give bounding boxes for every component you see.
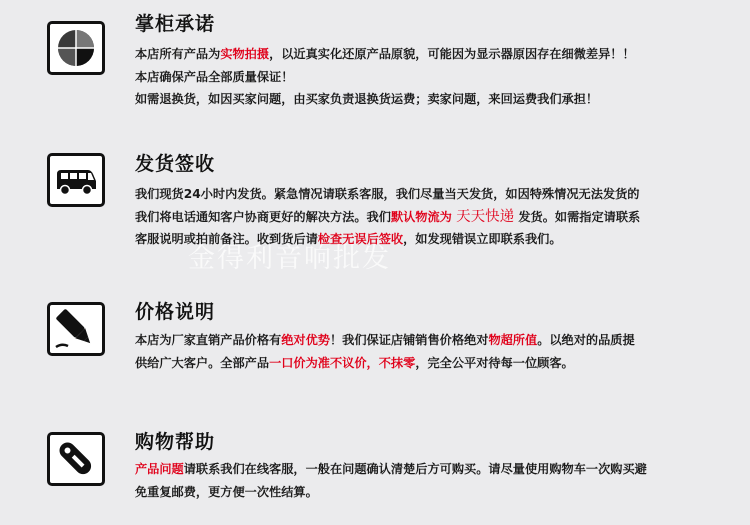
usb-stick-icon	[47, 432, 105, 486]
highlight-text: 物超所值	[488, 333, 538, 347]
section-title: 发货签收	[135, 153, 216, 175]
body-line	[135, 66, 725, 89]
body-text: 客服说明或拍前备注。收到货后请	[135, 232, 318, 246]
body-text: 本店所有产品为	[135, 47, 221, 61]
body-text: 免重复邮费，更方便一次性结算。	[135, 484, 318, 499]
body-line	[135, 352, 725, 375]
body-line	[135, 88, 725, 111]
pie-chart-icon	[47, 21, 105, 75]
body-line	[135, 43, 725, 66]
body-line	[135, 481, 725, 504]
section-body	[135, 458, 725, 503]
body-text: 。以绝对的品质提	[537, 333, 635, 347]
body-text: ，以近真实化还原产品原貌，可能因为显示器原因存在细微差异！！	[269, 47, 635, 61]
highlight-text: 一口价为准不议价，不抹零	[269, 355, 416, 370]
body-text: 如需退换货，如因买家问题，由买家负责退换货运费；卖家问题，来回运费我们承担！	[135, 92, 599, 106]
highlight-text: 默认物流为	[390, 209, 452, 224]
body-text: ！我们保证店铺销售价格绝对	[330, 333, 489, 347]
highlight-text: 实物拍摄	[220, 47, 270, 61]
body-text: 发货。如需指定请联系	[514, 209, 641, 224]
body-text: 请联系我们在线客服，一般在问题确认清楚后方可购买。请尽量使用购物车一次购买避	[183, 462, 647, 476]
body-text: ，完全公平对待每一位顾客。	[415, 355, 574, 370]
section-title: 掌柜承诺	[135, 13, 216, 35]
section-title: 价格说明	[135, 301, 216, 323]
body-text: ，如发现错误立即联系我们。	[403, 232, 562, 246]
body-text: 供给广大客户。全部产品	[135, 355, 270, 370]
body-text: 我们将电话通知客户协商更好的解决方法。我们	[135, 209, 391, 224]
highlight-text: 产品问题	[135, 462, 184, 476]
highlight-text: 检查无误后签收	[317, 232, 404, 246]
body-text: 本店确保产品全部质量保证！	[135, 69, 294, 84]
section-body	[135, 43, 725, 111]
body-line	[135, 206, 725, 229]
watermark: 金得利音响批发	[188, 243, 391, 274]
highlight-text: 绝对优势	[281, 333, 330, 347]
delivery-van-icon	[47, 153, 105, 207]
body-line	[135, 458, 725, 481]
section-title: 购物帮助	[135, 431, 216, 453]
marker-pen-icon	[47, 302, 105, 356]
body-line	[135, 183, 725, 206]
body-line	[135, 329, 725, 352]
section-body	[135, 329, 725, 374]
body-text: 本店为厂家直销产品价格有	[135, 333, 282, 347]
body-text: 我们现货24小时内发货。紧急情况请联系客服，我们尽量当天发货，如因特殊情况无法发货的	[135, 187, 640, 201]
highlight-text: 天天快递	[456, 208, 515, 225]
